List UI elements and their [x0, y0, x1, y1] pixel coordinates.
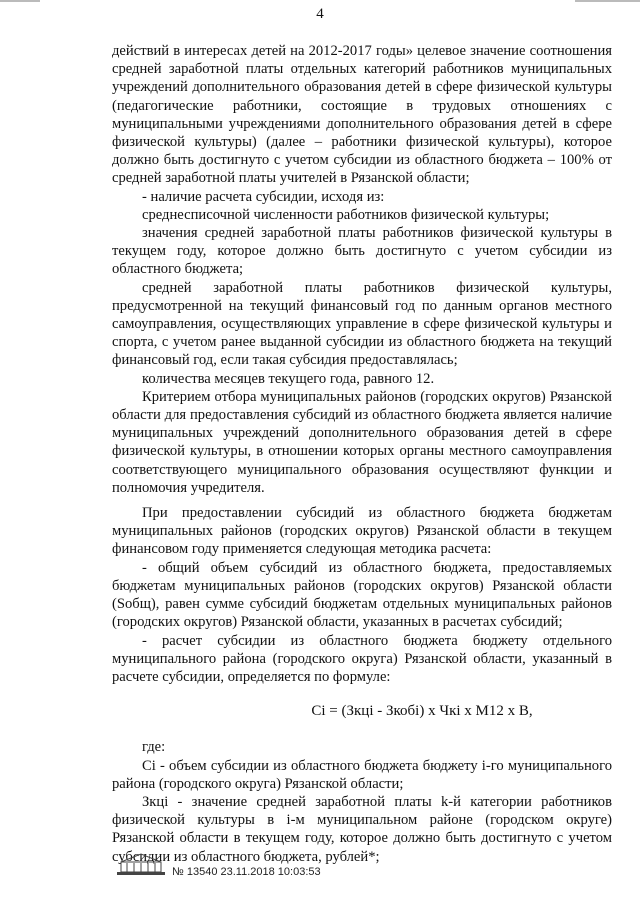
scan-artifact [0, 0, 40, 2]
scan-artifact [575, 0, 640, 2]
paragraph: количества месяцев текущего года, равного 12. [142, 370, 435, 387]
paragraph: - расчет субсидии из областного бюджета бюджету отдельного муниципального района (городского округа) Рязанской области, указанный в расчете субсидии, определяется по формуле: [112, 632, 612, 685]
paragraph: Критерием отбора муниципальных районов (городских округов) Рязанской области для предоставления субсидий из областного бюджета является наличие муниципальных учреждений дополнительного образования детей в сфере физической культуры, в отношении которых органы местного самоуправления соответствующего муниципального образования осуществляют функции и полномочия учредителя. [112, 388, 612, 496]
formula: Ci = (Зкцi - Зкобi) х Чкi х М12 х В, [311, 703, 533, 720]
paragraph: средней заработной платы работников физической культуры, предусмотренной на текущий финансовый год по данным органов местного самоуправления, осуществляющих управление в сфере физической культуры и спорта, с учетом ранее выданной субсидии из областного бюджета на текущий финансовый год, если такая субсидия предоставлялась; [112, 279, 612, 369]
building-logo-icon [117, 848, 165, 876]
paragraph: - наличие расчета субсидии, исходя из: [142, 188, 385, 205]
document-body [112, 42, 612, 866]
paragraph: При предоставлении субсидий из областного бюджета бюджетам муниципальных районов (городских округов) Рязанской области в текущем финансовом году применяется следующая методика расчета: [112, 505, 612, 558]
page-number: 4 [316, 6, 324, 22]
paragraph: Зкцi - значение средней заработной платы k-й категории работников физической культуры в i-м муниципальном районе (городском округе) Рязанской области в текущем году, которое должно быть достигнуто с учетом субсидии из областного бюджета, рублей*; [112, 793, 612, 865]
paragraph: - общий объем субсидий из областного бюджета, предоставляемых бюджетам муниципальных районов (городских округов) Рязанской области (Sобщ), равен сумме субсидий бюджетам отдельных муниципальных районов (городских округов) Рязанской области, указанных в расчетах субсидий; [112, 559, 612, 631]
paragraph: Ci - объем субсидии из областного бюджета бюджету i-го муниципального района (городского округа) Рязанской области; [112, 757, 612, 792]
paragraph: действий в интересах детей на 2012-2017 годы» целевое значение соотношения средней заработной платы отдельных категорий работников муниципальных учреждений дополнительного образования детей в сфере физической культуры (педагогические работники, состоящие в трудовых отношениях с муниципальными учреждениями дополнительного образования детей в сфере физической культуры) (далее – работники физической культуры), которое должно быть достигнуто с учетом субсидии из областного бюджета – 100% от средней заработной платы учителей в Рязанской области; [112, 43, 612, 187]
registration-stamp: № 13540 23.11.2018 10:03:53 [172, 866, 321, 878]
paragraph: среднесписочной численности работников физической культуры; [142, 206, 550, 223]
paragraph: значения средней заработной платы работников физической культуры в текущем году, которое должно быть достигнуто с учетом субсидии из областного бюджета; [112, 225, 612, 278]
paragraph: где: [142, 739, 166, 756]
